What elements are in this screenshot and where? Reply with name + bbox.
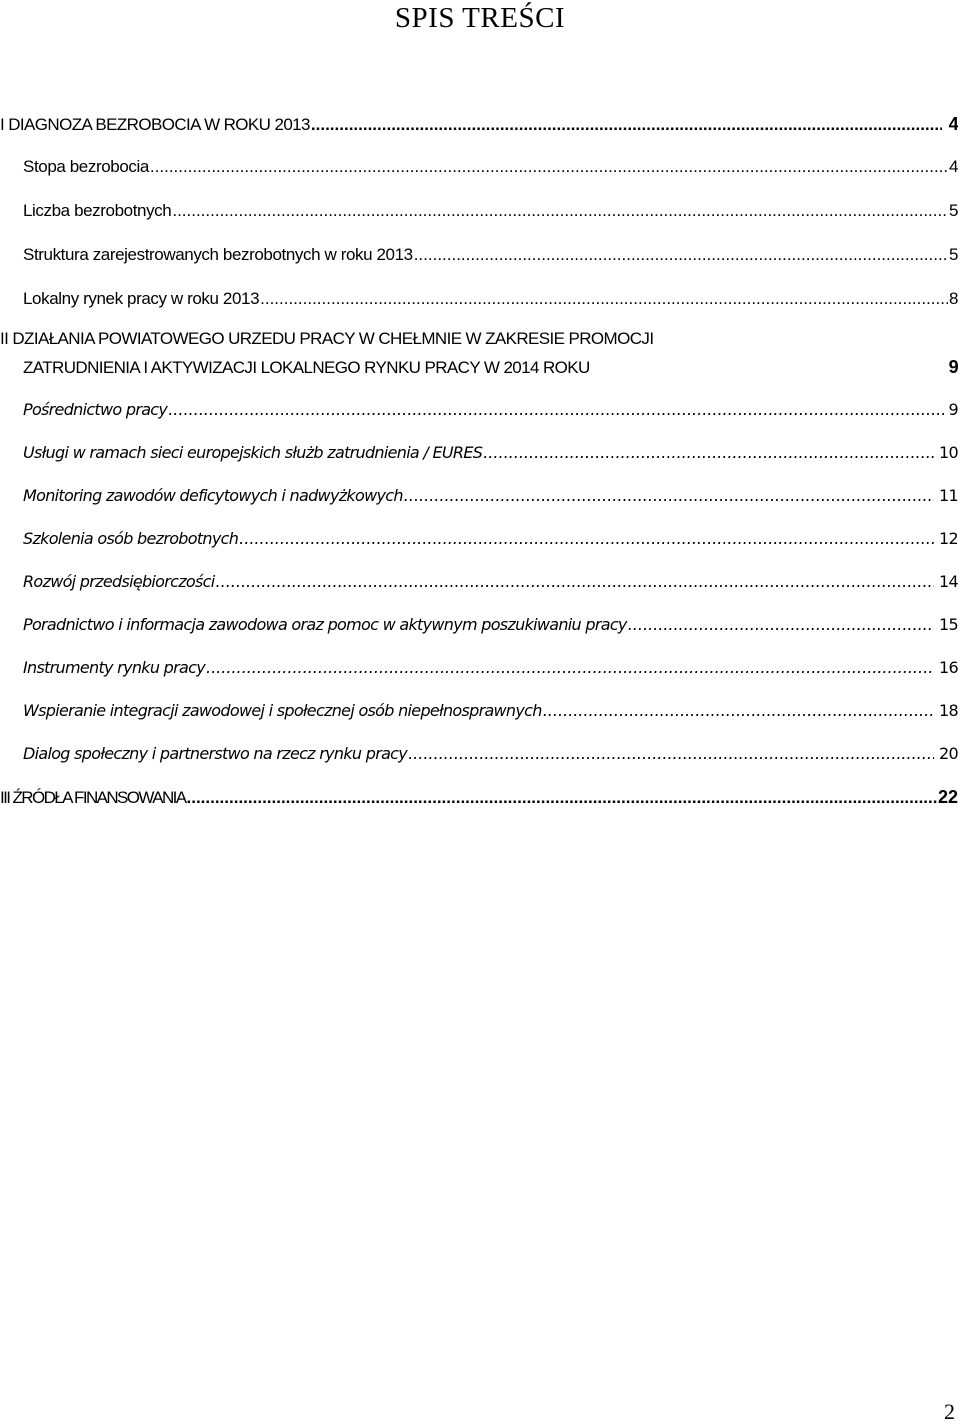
toc-page-number: 4 <box>948 114 958 134</box>
toc-page-number: 12 <box>939 529 958 548</box>
dot-leader <box>150 145 948 189</box>
toc-page-number: 22 <box>937 787 958 807</box>
dot-leader <box>628 603 934 646</box>
toc-entry-lokalny-rynek[interactable] <box>0 277 958 321</box>
dot-leader <box>543 689 934 732</box>
toc-page-number: 4 <box>948 157 958 176</box>
toc-entry-monitoring[interactable] <box>0 474 958 517</box>
toc-entry-label: Rozwój przedsiębiorczości <box>23 572 215 591</box>
toc-entry-label: III ŹRÓDŁA FINANSOWANIA <box>0 788 186 807</box>
toc-entry-poradnictwo[interactable] <box>0 603 958 646</box>
dot-leader <box>311 104 942 145</box>
toc-entry-label: Dialog społeczny i partnerstwo na rzecz rynku pracy <box>23 744 408 763</box>
dot-leader <box>172 189 948 233</box>
toc-entry-label: Usługi w ramach sieci europejskich służb zatrudnienia / EURES <box>23 443 483 462</box>
toc-entry-label-line2: ZATRUDNIENIA I AKTYWIZACJI LOKALNEGO RYNKU PRACY W 2014 ROKU <box>23 358 590 377</box>
toc-entry-label: Monitoring zawodów deficytowych i nadwyżkowych <box>23 486 403 505</box>
toc-page-number: 5 <box>948 201 958 220</box>
toc-entry-label: Szkolenia osób bezrobotnych <box>23 529 239 548</box>
toc-entry-przedsiebiorczosc[interactable] <box>0 560 958 603</box>
toc-entry-section-3[interactable] <box>0 775 958 820</box>
toc-entry-label-line1: II DZIAŁANIA POWIATOWEGO URZEDU PRACY W CHEŁMNIE W ZAKRESIE PROMOCJI <box>0 329 654 348</box>
dot-leader <box>187 776 937 820</box>
table-of-contents <box>0 104 958 820</box>
toc-page-number: 9 <box>948 357 958 377</box>
dot-leader <box>206 646 934 689</box>
toc-page-number: 5 <box>948 245 958 264</box>
dot-leader <box>168 388 943 431</box>
toc-page-number: 18 <box>939 701 958 720</box>
toc-entry-label: Poradnictwo i informacja zawodowa oraz pomoc w aktywnym poszukiwaniu pracy <box>23 615 627 634</box>
toc-entry-eures[interactable] <box>0 431 958 474</box>
toc-entry-label: Lokalny rynek pracy w roku 2013 <box>23 289 260 308</box>
dot-leader <box>216 560 935 603</box>
footer-page-number: 2 <box>944 1399 955 1424</box>
dot-leader <box>414 233 948 277</box>
toc-entry-integracja[interactable] <box>0 689 958 732</box>
toc-entry-label: Liczba bezrobotnych <box>23 201 172 220</box>
toc-page-number: 15 <box>939 615 958 634</box>
dot-leader <box>483 431 934 474</box>
dot-leader <box>239 517 934 560</box>
toc-entry-szkolenia[interactable] <box>0 517 958 560</box>
toc-entry-struktura[interactable] <box>0 233 958 277</box>
toc-entry-label: Struktura zarejestrowanych bezrobotnych w roku 2013 <box>23 245 413 264</box>
dot-leader <box>408 732 934 775</box>
toc-page-number: 9 <box>948 400 958 419</box>
toc-page-number: 8 <box>948 289 958 308</box>
dot-leader <box>404 474 934 517</box>
toc-page-number: 20 <box>939 744 958 763</box>
toc-page-number: 11 <box>939 486 958 505</box>
toc-entry-label: Instrumenty rynku pracy <box>23 658 205 677</box>
page-title: SPIS TREŚCI <box>394 2 566 34</box>
toc-entry-label: Wspieranie integracji zawodowej i społecznej osób niepełnosprawnych <box>23 701 542 720</box>
toc-entry-label: I DIAGNOZA BEZROBOCIA W ROKU 2013 <box>0 115 310 134</box>
toc-entry-section-2[interactable] <box>0 321 958 388</box>
toc-entry-stopa-bezrobocia[interactable] <box>0 145 958 189</box>
toc-page-number: 16 <box>939 658 958 677</box>
toc-entry-section-1[interactable] <box>0 104 958 145</box>
toc-page-number: 10 <box>939 443 958 462</box>
dot-leader <box>260 277 948 321</box>
toc-page-number: 14 <box>939 572 958 591</box>
toc-entry-label: Pośrednictwo pracy <box>23 400 168 419</box>
toc-entry-posrednictwo[interactable] <box>0 388 958 431</box>
toc-entry-liczba-bezrobotnych[interactable] <box>0 189 958 233</box>
toc-entry-dialog[interactable] <box>0 732 958 775</box>
toc-entry-instrumenty[interactable] <box>0 646 958 689</box>
toc-entry-label: Stopa bezrobocia <box>23 157 149 176</box>
